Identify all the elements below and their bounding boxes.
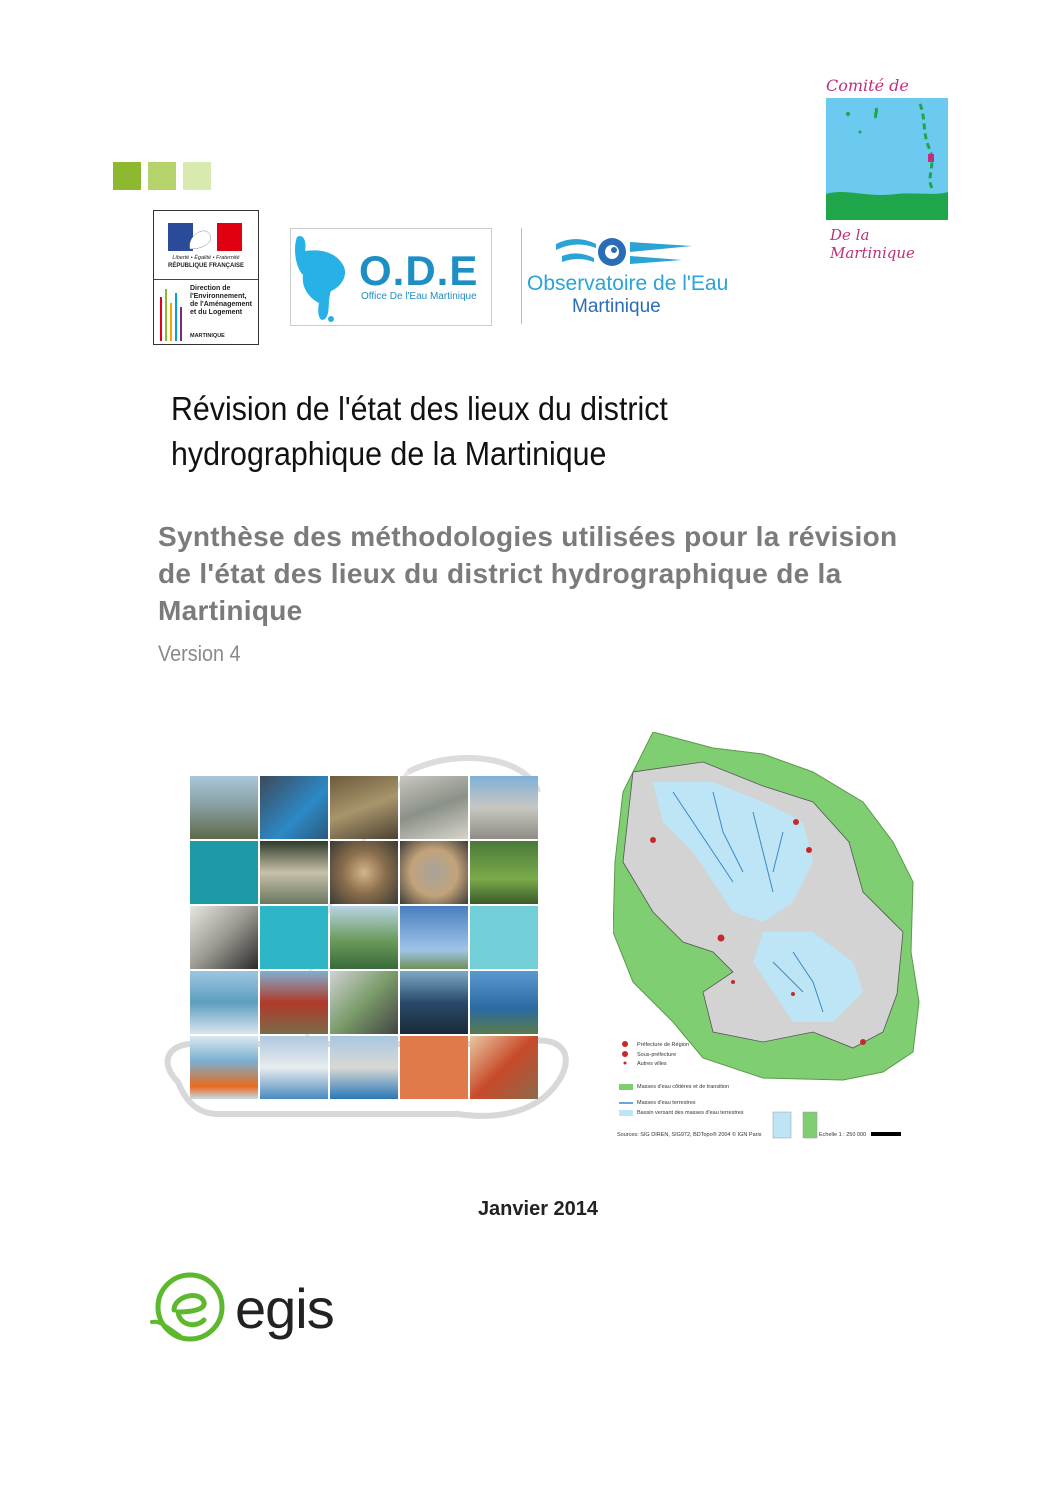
photo-field: [470, 841, 538, 904]
photo-plant: [470, 776, 538, 839]
cdb-top-text: Comité de: [826, 76, 909, 95]
rf-name: RÉPUBLIQUE FRANÇAISE: [167, 263, 244, 269]
egis-e-icon: [150, 1270, 232, 1344]
photo-marina: [260, 1036, 328, 1099]
observatoire-wave-icon: [556, 232, 696, 272]
rf-motto: Liberté • Égalité • Fraternité: [172, 255, 240, 261]
photo-coast: [330, 906, 398, 969]
egis-wordmark: egis: [235, 1277, 334, 1340]
marianne-flag-icon: [168, 223, 242, 251]
tile-teal: [190, 841, 258, 904]
legend-masses-cotieres: Masses d'eau côtières et de transition: [637, 1084, 730, 1090]
cdb-bottom-text: De la Martinique: [830, 226, 915, 262]
observatoire-line2: Martinique: [572, 296, 661, 317]
map-scale: Echelle 1 : 250 000: [819, 1132, 867, 1138]
legend-sous-prefecture: Sous-préfecture: [637, 1052, 677, 1058]
document-date: Janvier 2014: [477, 1198, 599, 1220]
photo-collage: [158, 752, 574, 1122]
tile-turquoise: [260, 906, 328, 969]
photo-sampling: [330, 776, 398, 839]
rf-region: MARTINIQUE: [190, 333, 225, 339]
photo-truck: [260, 971, 328, 1034]
tile-light-teal: [470, 906, 538, 969]
ode-logo: [290, 228, 492, 326]
cdb-map-icon: [826, 98, 948, 220]
photo-buoys: [190, 971, 258, 1034]
ode-drop-icon: [291, 229, 357, 325]
tile-orange: [400, 1036, 468, 1099]
photo-pipe-ring: [400, 841, 468, 904]
photo-boats: [260, 841, 328, 904]
legend-autres-villes: Autres villes: [637, 1061, 667, 1067]
document-subtitle: Synthèse des méthodologies utilisées pour la révision de l'état des lieux du district hydrographique de la Martinique: [158, 521, 898, 626]
document-title: Révision de l'état des lieux du district hydrographique de la Martinique: [171, 390, 668, 472]
green-square-3: [183, 162, 211, 190]
republique-francaise-logo: [153, 210, 259, 345]
map-sources: Sources: SIG DIREN, SIG972, BDTopo® 2004 © IGN Paris: [617, 1132, 762, 1138]
photo-pipes: [260, 776, 328, 839]
martinique-water-map: [613, 732, 923, 1146]
comite-de-bassin-logo: [822, 76, 952, 262]
photo-buoys-2: [190, 1036, 258, 1099]
document-version: Version 4: [158, 641, 241, 666]
legend-masses-terrestres: Masses d'eau terrestres: [637, 1100, 696, 1106]
observatoire-line1: Observatoire de l'Eau: [527, 272, 729, 295]
dreal-bars-icon: [158, 287, 184, 341]
photo-worker: [400, 776, 468, 839]
logo-separator: [521, 228, 522, 324]
photo-bay: [470, 971, 538, 1034]
ode-acronym: O.D.E: [359, 247, 479, 294]
photo-dam: [190, 776, 258, 839]
ode-full-name: Office De l'Eau Martinique: [361, 291, 477, 302]
photo-pier: [330, 1036, 398, 1099]
photo-wind-turbine: [400, 906, 468, 969]
photo-pipe-closeup: [330, 841, 398, 904]
green-square-2: [148, 162, 176, 190]
rf-direction: Direction de l'Environnement, de l'Aménagement et du Logement: [190, 285, 252, 316]
photo-laptop: [330, 971, 398, 1034]
green-square-1: [113, 162, 141, 190]
legend-prefecture: Préfecture de Région: [637, 1042, 689, 1048]
photo-canal: [400, 971, 468, 1034]
legend-bassin-versant: Bassin versant des masses d'eau terrestres: [637, 1110, 744, 1116]
photo-mosaic: [190, 776, 538, 1104]
photo-map-reading: [190, 906, 258, 969]
photo-lab: [470, 1036, 538, 1099]
